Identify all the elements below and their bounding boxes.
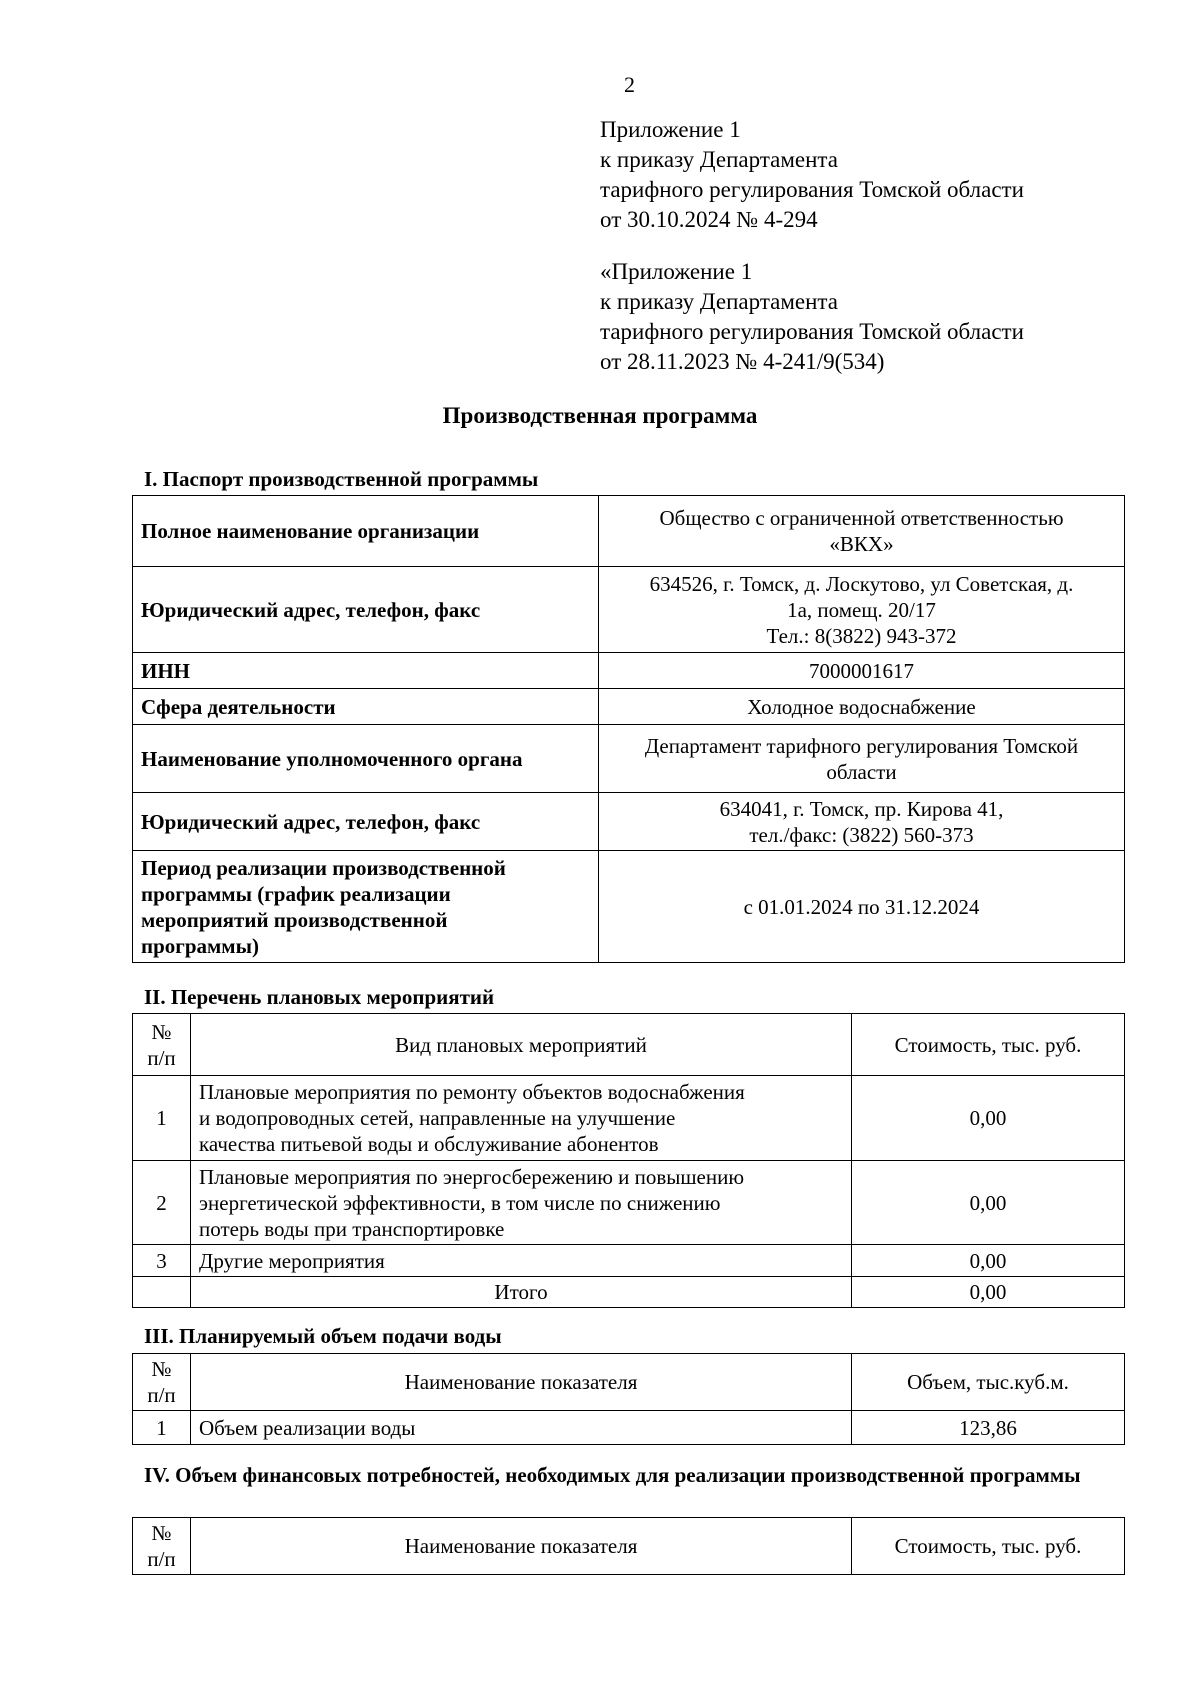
col-header-num (133, 1518, 191, 1575)
label-line: Период реализации производственной (141, 855, 506, 880)
row-num: 1 (133, 1076, 191, 1161)
table-header-row (133, 1014, 1125, 1076)
appendix-line: «Приложение 1 (600, 259, 753, 284)
row-value: с 01.01.2024 по 31.12.2024 (599, 851, 1125, 963)
value-line: Департамент тарифного регулирования Томской (644, 733, 1079, 758)
row-value (599, 496, 1125, 567)
col-header-name: Вид плановых мероприятий (191, 1014, 852, 1076)
row-name: Другие мероприятия (191, 1245, 852, 1277)
row-value: 123,86 (852, 1411, 1125, 1445)
label-line: программы) (141, 933, 259, 958)
name-line: и водопроводных сетей, направленные на улучшение (199, 1106, 676, 1130)
appendix-line: тарифного регулирования Томской области (600, 177, 1024, 202)
col-header-cost: Стоимость, тыс. руб. (852, 1014, 1125, 1076)
section3-heading: III. Планируемый объем подачи воды (144, 1324, 502, 1348)
row-value (599, 793, 1125, 851)
col-header-num (133, 1014, 191, 1076)
table-row (133, 1411, 1125, 1445)
col-header-cost: Стоимость, тыс. руб. (852, 1518, 1125, 1575)
name-line: потерь воды при транспортировке (199, 1216, 505, 1241)
activities-table (132, 1013, 1125, 1308)
row-num: 3 (133, 1245, 191, 1277)
table-header-row (133, 1518, 1125, 1575)
row-cost: 0,00 (852, 1161, 1125, 1245)
total-cost: 0,00 (852, 1277, 1125, 1308)
name-line: качества питьевой воды и обслуживание абонентов (199, 1132, 659, 1156)
header-line: № (151, 1019, 172, 1044)
table-header-row (133, 1354, 1125, 1411)
header-line: п/п (147, 1045, 176, 1070)
appendix-line: от 28.11.2023 № 4-241/9(534) (600, 349, 885, 374)
value-line: «ВКХ» (829, 532, 894, 556)
label-line: мероприятий производственной (141, 907, 448, 932)
value-line: Общество с ограниченной ответственностью (659, 506, 1064, 530)
value-line: тел./факс: (3822) 560-373 (749, 822, 974, 847)
header-line: № (151, 1357, 172, 1381)
table-row (133, 689, 1125, 725)
row-name: Объем реализации воды (191, 1411, 852, 1445)
financial-needs-table (132, 1517, 1125, 1575)
table-row (133, 1076, 1125, 1161)
header-line: п/п (147, 1383, 176, 1407)
name-line: Плановые мероприятия по энергосбережению и повышению (199, 1164, 745, 1189)
passport-table (132, 495, 1125, 963)
row-label: Юридический адрес, телефон, факс (133, 567, 599, 653)
row-name (191, 1076, 852, 1161)
section4-heading: IV. Объем финансовых потребностей, необходимых для реализации производственной программы (144, 1463, 1081, 1487)
row-value (599, 567, 1125, 653)
water-volume-table (132, 1353, 1125, 1445)
col-header-value: Объем, тыс.куб.м. (852, 1354, 1125, 1411)
total-empty-cell (133, 1277, 191, 1308)
header-line: п/п (147, 1547, 176, 1571)
header-line: № (151, 1521, 172, 1545)
row-label: Сфера деятельности (133, 689, 599, 725)
table-row (133, 793, 1125, 851)
value-line: области (826, 759, 897, 784)
section1-heading: I. Паспорт производственной программы (144, 467, 539, 491)
row-cost: 0,00 (852, 1076, 1125, 1161)
col-header-name: Наименование показателя (191, 1518, 852, 1575)
row-value: Холодное водоснабжение (599, 689, 1125, 725)
row-label: Наименование уполномоченного органа (133, 725, 599, 793)
row-label: ИНН (133, 653, 599, 689)
appendix-previous (600, 257, 1024, 377)
appendix-line: тарифного регулирования Томской области (600, 319, 1024, 344)
row-cost: 0,00 (852, 1245, 1125, 1277)
name-line: Плановые мероприятия по ремонту объектов водоснабжения (199, 1080, 745, 1104)
table-row (133, 496, 1125, 567)
row-value: 7000001617 (599, 653, 1125, 689)
row-num: 1 (133, 1411, 191, 1445)
appendix-line: к приказу Департамента (600, 289, 838, 314)
section2-heading: II. Перечень плановых мероприятий (144, 985, 495, 1009)
table-row (133, 567, 1125, 653)
row-label: Полное наименование организации (133, 496, 599, 567)
value-line: Тел.: 8(3822) 943-372 (766, 623, 957, 648)
document-title: Производственная программа (442, 403, 758, 428)
row-label (133, 851, 599, 963)
table-row (133, 851, 1125, 963)
total-label: Итого (191, 1277, 852, 1308)
table-row (133, 1245, 1125, 1277)
row-num: 2 (133, 1161, 191, 1245)
table-row (133, 725, 1125, 793)
appendix-current (600, 115, 1024, 235)
row-value (599, 725, 1125, 793)
table-row (133, 1161, 1125, 1245)
row-label: Юридический адрес, телефон, факс (133, 793, 599, 851)
label-line: программы (график реализации (141, 881, 451, 906)
row-name (191, 1161, 852, 1245)
table-row (133, 653, 1125, 689)
page-number: 2 (624, 72, 635, 97)
col-header-num (133, 1354, 191, 1411)
name-line: энергетической эффективности, в том числе по снижению (199, 1190, 721, 1215)
value-line: 634526, г. Томск, д. Лоскутово, ул Советская, д. (649, 571, 1074, 596)
table-total-row (133, 1277, 1125, 1308)
appendix-line: Приложение 1 (600, 117, 741, 142)
appendix-line: от 30.10.2024 № 4-294 (600, 207, 818, 232)
col-header-name: Наименование показателя (191, 1354, 852, 1411)
value-line: 634041, г. Томск, пр. Кирова 41, (719, 796, 1004, 821)
value-line: 1а, помещ. 20/17 (787, 597, 936, 622)
appendix-line: к приказу Департамента (600, 147, 838, 172)
